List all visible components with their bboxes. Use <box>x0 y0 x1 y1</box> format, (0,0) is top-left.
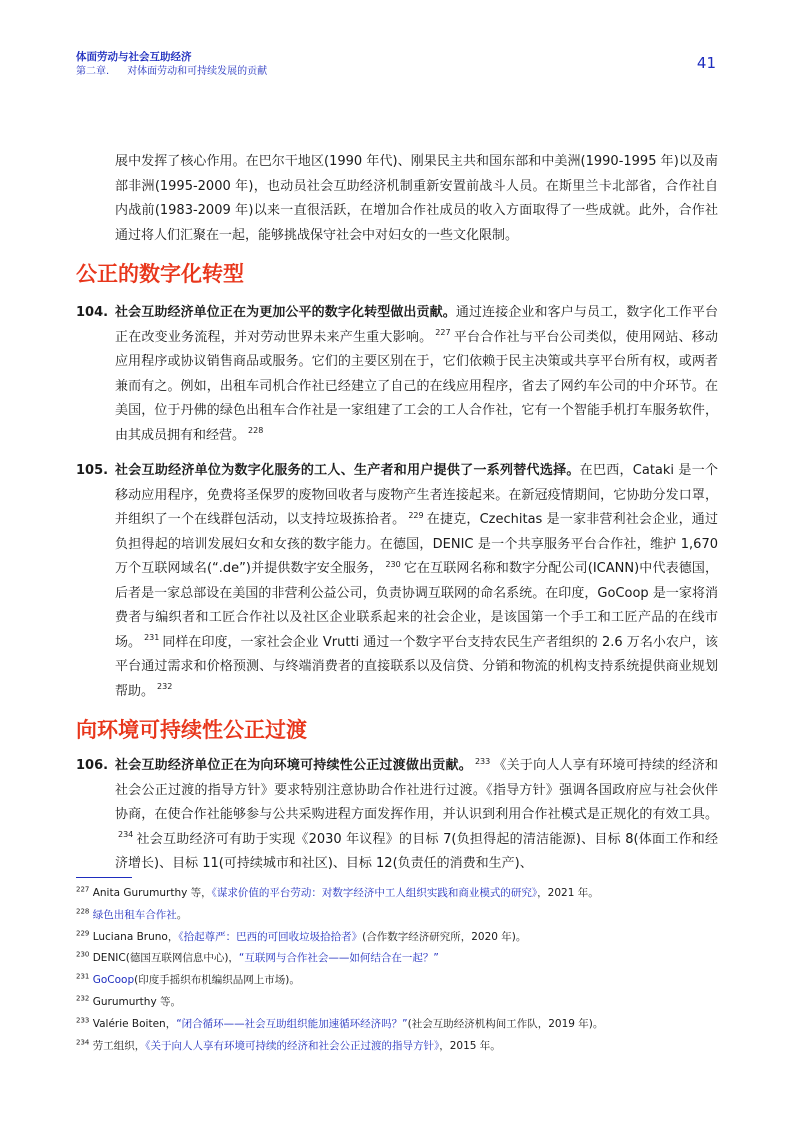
footnote-ref-228[interactable]: 228 <box>248 426 264 436</box>
paragraph-106 <box>76 754 718 877</box>
footnotes <box>76 883 716 1057</box>
footnote-text: DENIC(德国互联网信息中心)， <box>92 952 239 965</box>
footnote-link[interactable]: 《关于向人人享有环境可持续的经济和社会公正过渡的指导方针》 <box>145 1039 440 1052</box>
footnote-234 <box>76 1036 716 1058</box>
section-heading-environment: 向环境可持续性公正过渡 <box>76 718 307 742</box>
paragraph-105 <box>76 459 718 704</box>
chapter-line <box>76 64 716 80</box>
footnote-number: 228 <box>76 907 90 916</box>
footnote-link[interactable]: “闭合循环——社会互助组织能加速循环经济吗？” <box>176 1017 408 1030</box>
footnote-text: (印度手摇织布机编织品网上市场)。 <box>134 974 300 987</box>
paragraph-text: 在巴西，Cataki 是一个移动应用程序，免费将圣保罗的废物回收者与废物产生者连接起来。在新冠疫情期间，它协助分发口罩，并组织了一个在线群包活动，以支持垃圾拣拾者。 <box>115 463 718 527</box>
paragraph-text: 《关于向人人享有环境可持续的经济和社会公正过渡的指导方针》要求特别注意协助合作社进行过渡。《指导方针》强调各国政府应与社会伙伴协商，在使合作社能够参与公共采购进程方面发挥作用，并认识到利用合作社模式是正规化的有效工具。 <box>115 758 718 822</box>
paragraph-number: 104. <box>76 305 109 320</box>
document-title: 体面劳动与社会互助经济 <box>76 51 192 63</box>
paragraph-text: 它在互联网名称和数字分配公司(ICANN)中代表德国，后者是一家总部设在美国的非营利公益公司，负责协调互联网的命名系统。在印度，GoCoop 是一家将消费者与编织者和工匠合作社以及社区企业联系起来的社会企业，是该国第一个手工和工匠产品的在线市场。 <box>115 561 718 650</box>
main-content <box>76 150 718 888</box>
paragraph-lead: 社会互助经济单位正在为更加公平的数字化转型做出贡献。 <box>115 305 456 320</box>
footnote-text: ，2015 年。 <box>439 1039 501 1052</box>
footnote-ref-227[interactable]: 227 <box>435 328 451 338</box>
footnote-link[interactable]: “互联网与合作社会——如何结合在一起？” <box>238 952 439 965</box>
chapter-title: 对体面劳动和可持续发展的贡献 <box>127 66 268 77</box>
paragraph-text: 通过连接企业和客户与员工，数字化工作平台正在改变业务流程，并对劳动世界未来产生重大影响。 <box>115 305 718 345</box>
footnote-number: 227 <box>76 885 90 894</box>
paragraph-lead: 社会互助经济单位为数字化服务的工人、生产者和用户提供了一系列替代选择。 <box>115 463 580 478</box>
footnote-232 <box>76 992 716 1014</box>
footnote-229 <box>76 927 716 949</box>
section-heading-digital: 公正的数字化转型 <box>76 262 244 286</box>
footnote-link[interactable]: 《谋求价值的平台劳动：对数字经济中工人组织实践和商业模式的研究》 <box>211 887 538 899</box>
page-number: 41 <box>696 54 716 72</box>
footnote-text: (社会互助经济机构间工作队，2019 年)。 <box>407 1017 604 1030</box>
paragraph-text: 在捷克，Czechitas 是一家非营利社会企业，通过负担得起的培训发展妇女和女孩的数字能力。在德国，DENIC 是一个共享服务平台合作社，维护 1,670 万个互联网域名(“.de”)并提供数字安全服务， <box>115 512 718 576</box>
footnote-text: Luciana Bruno， <box>92 930 179 943</box>
footnote-233 <box>76 1014 716 1036</box>
footnote-text: ，2021 年。 <box>537 887 599 899</box>
paragraph-number: 106. <box>76 758 109 773</box>
footnote-text: Gurumurthy 等。 <box>92 995 182 1008</box>
paragraph-text: 同样在印度，一家社会企业 Vrutti 通过一个数字平台支持农民生产者组织的 2.6 万名小农户，该平台通过需求和价格预测、与终端消费者的直接联系以及信贷、分销和物流的机构支持系统提供商业规划帮助。 <box>115 634 718 699</box>
paragraph-number: 105. <box>76 463 109 478</box>
paragraph-text: 社会互助经济可有助于实现《2030 年议程》的目标 7(负担得起的清洁能源)、目标 8(体面工作和经济增长)、目标 11(可持续城市和社区)、目标 12(负责任的消费和生产)、 <box>115 831 718 871</box>
footnote-text: 。 <box>176 908 188 921</box>
footnote-number: 231 <box>76 972 90 981</box>
footnote-text: Valérie Boiten， <box>92 1017 177 1030</box>
footnote-ref-231[interactable]: 231 <box>144 633 160 643</box>
footnote-number: 234 <box>76 1038 90 1047</box>
footnote-text: (合作数字经济研究所，2020 年)。 <box>362 930 527 943</box>
footnote-ref-230[interactable]: 230 <box>385 559 401 569</box>
footnote-number: 233 <box>76 1016 90 1025</box>
footnote-ref-229[interactable]: 229 <box>408 510 424 520</box>
footnote-text: Anita Gurumurthy 等， <box>92 887 212 899</box>
footnote-link[interactable]: GoCoop <box>92 974 135 987</box>
paragraph-lead: 社会互助经济单位正在为向环境可持续性公正过渡做出贡献。 <box>115 758 472 773</box>
footnote-text: 劳工组织， <box>92 1039 146 1052</box>
footnote-number: 230 <box>76 950 90 959</box>
footnote-ref-233[interactable]: 233 <box>474 756 491 766</box>
page-header <box>76 50 716 80</box>
footnote-230 <box>76 948 716 970</box>
footnote-228 <box>76 905 716 927</box>
intro-paragraph: 展中发挥了核心作用。在巴尔干地区(1990 年代)、刚果民主共和国东部和中美洲(1990-1995 年)以及南部非洲(1995-2000 年)，也动员社会互助经济机制重新安置前战斗人员。在斯里兰卡北部省，合作社自内战前(1983-2009 年)以来一直很活跃，在增加合作社成员的收入方面取得了一些成就。此外，合作社通过将人们汇聚在一起，能够挑战保守社会中对妇女的一些文化限制。 <box>115 154 718 243</box>
footnote-link[interactable]: 《拾起尊严：巴西的可回收垃圾拾拾者》 <box>178 930 363 943</box>
footnote-number: 229 <box>76 929 90 938</box>
footnote-divider <box>76 877 132 878</box>
footnote-link[interactable]: 绿色出租车合作社 <box>92 908 177 921</box>
footnote-ref-232[interactable]: 232 <box>157 682 173 692</box>
footnote-227 <box>76 883 716 905</box>
chapter-label: 第二章. <box>76 66 110 77</box>
footnote-number: 232 <box>76 994 90 1003</box>
footnote-ref-234[interactable]: 234 <box>118 830 134 840</box>
paragraph-104 <box>76 301 718 448</box>
paragraph-text: 平台合作社与平台公司类似，使用网站、移动应用程序或协议销售商品或服务。它们的主要区别在于，它们依赖于民主决策或共享平台所有权，或两者兼而有之。例如，出租车司机合作社已经建立了自己的在线应用程序，省去了网约车公司的中介环节。在美国，位于丹佛的绿色出租车合作社是一家组建了工会的工人合作社，它有一个智能手机打车服务软件，由其成员拥有和经营。 <box>115 329 718 443</box>
footnote-231 <box>76 970 716 992</box>
